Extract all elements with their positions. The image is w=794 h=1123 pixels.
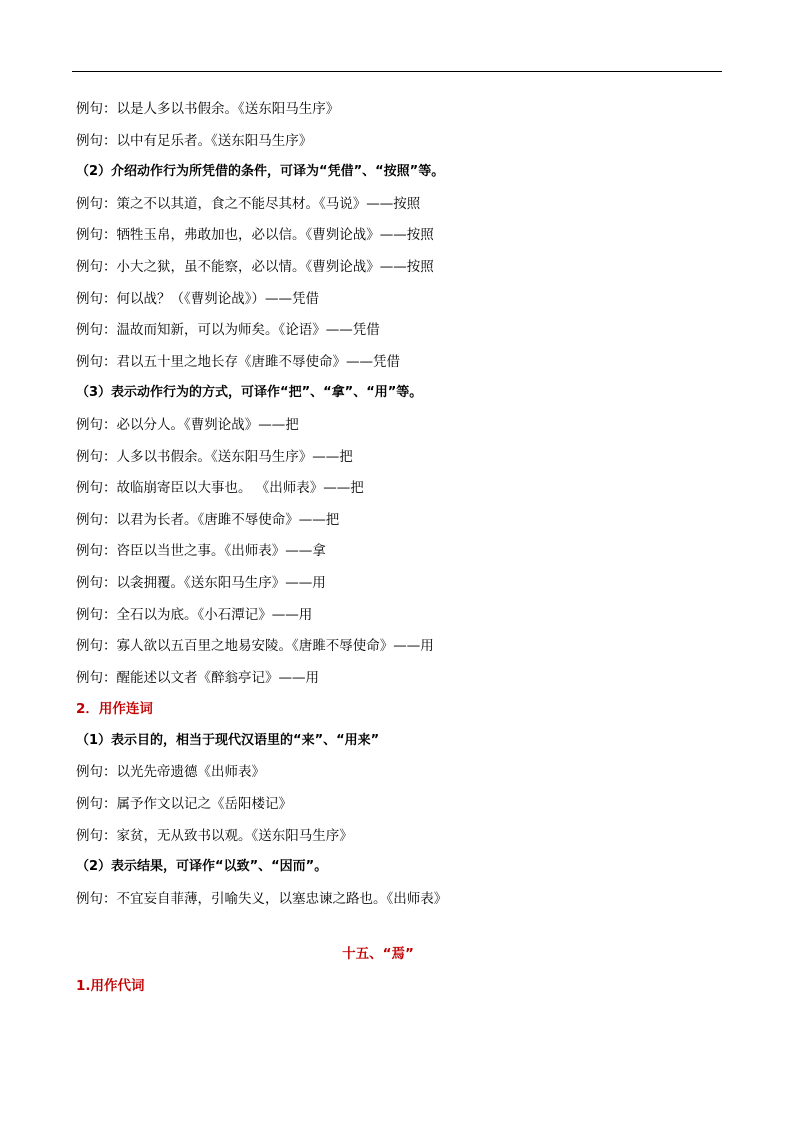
example-sentence: 例句：咨臣以当世之事。《出师表》——拿 (76, 543, 326, 560)
example-sentence: 例句：全石以为底。《小石潭记》——用 (76, 606, 313, 623)
example-sentence: 例句：君以五十里之地长存《唐雎不辱使命》——凭借 (76, 353, 400, 370)
section-title: 十五、“焉” (342, 946, 414, 963)
example-sentence: 例句：以是人多以书假余。《送东阳马生序》 (76, 101, 340, 117)
example-sentence: 例句：属予作文以记之《岳阳楼记》 (76, 796, 292, 813)
example-sentence: 例句：必以分人。《曹刿论战》——把 (76, 416, 299, 433)
example-sentence: 例句：家贫，无从致书以观。《送东阳马生序》 (76, 827, 353, 844)
subsection-title: 1.用作代词 (76, 978, 145, 995)
example-sentence: 例句：以君为长者。《唐雎不辱使命》——把 (76, 511, 340, 528)
usage-heading: （2）介绍动作行为所凭借的条件，可译为“凭借”、“按照”等。 (76, 164, 445, 180)
document-body (76, 100, 726, 1009)
example-sentence: 例句：小大之狱，虽不能察，必以情。《曹刿论战》——按照 (76, 258, 434, 275)
example-sentence: 例句：以光先帝遗德《出师表》 (76, 764, 265, 781)
usage-heading: （1）表示目的，相当于现代汉语里的“来”、“用来” (76, 732, 380, 748)
usage-heading: （3）表示动作行为的方式，可译作“把”、“拿”、“用”等。 (76, 385, 423, 401)
example-sentence: 例句：策之不以其道，食之不能尽其材。《马说》——按照 (76, 195, 421, 212)
example-sentence: 例句：不宜妄自菲薄，引喻失义，以塞忠谏之路也。《出师表》 (76, 890, 448, 907)
example-sentence: 例句：何以战？（《曹刿论战》）——凭借 (76, 290, 319, 307)
example-sentence: 例句：人多以书假余。《送东阳马生序》——把 (76, 448, 353, 465)
example-sentence: 例句：温故而知新，可以为师矣。《论语》——凭借 (76, 322, 380, 339)
example-sentence: 例句：牺牲玉帛，弗敢加也，必以信。《曹刿论战》——按照 (76, 227, 434, 244)
category-heading: 2．用作连词 (76, 701, 153, 718)
example-sentence: 例句：以衾拥覆。《送东阳马生序》——用 (76, 574, 326, 591)
section-gap (76, 921, 726, 945)
example-sentence: 例句：寡人欲以五百里之地易安陵。《唐雎不辱使命》——用 (76, 638, 434, 655)
usage-heading: （2）表示结果，可译作“以致”、“因而”。 (76, 859, 328, 875)
header-rule (72, 71, 722, 72)
example-sentence: 例句：醒能述以文者《醉翁亭记》——用 (76, 669, 319, 686)
example-sentence: 例句：以中有足乐者。《送东阳马生序》 (76, 132, 313, 149)
example-sentence: 例句：故临崩寄臣以大事也。 《出师表》——把 (76, 480, 364, 497)
